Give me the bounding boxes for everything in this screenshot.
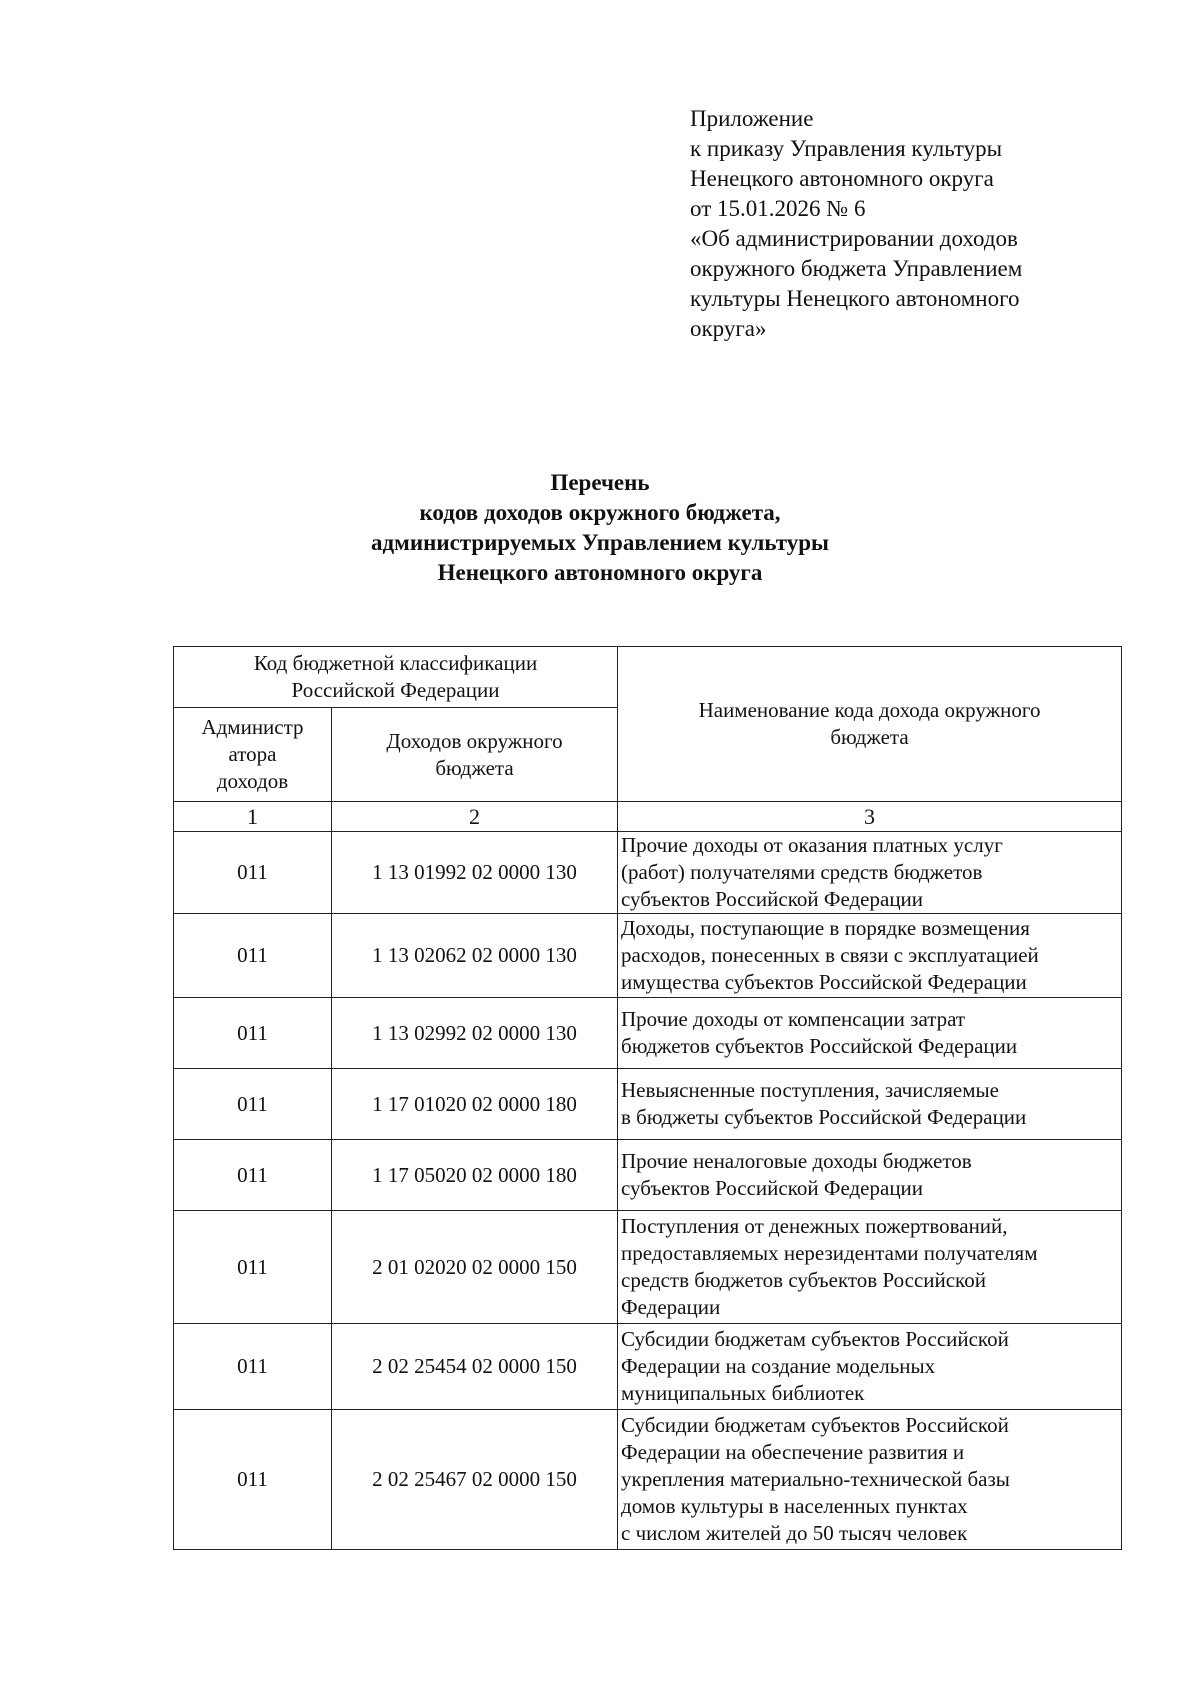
income-code: 1 13 02062 02 0000 130 bbox=[332, 914, 618, 998]
income-name-line: субъектов Российской Федерации bbox=[621, 887, 924, 911]
header-text: бюджета bbox=[830, 725, 909, 749]
column-number: 2 bbox=[332, 802, 618, 832]
table-body bbox=[174, 832, 1122, 1550]
administrator-code: 011 bbox=[174, 1324, 332, 1410]
income-code: 1 13 01992 02 0000 130 bbox=[332, 832, 618, 914]
income-name-line: предоставляемых нерезидентами получателям bbox=[621, 1241, 1038, 1265]
income-name-line: Федерации на обеспечение развития и bbox=[621, 1440, 965, 1464]
appendix-line: окружного бюджета Управлением bbox=[690, 256, 1023, 281]
appendix-line: от 15.01.2026 № 6 bbox=[690, 196, 866, 221]
administrator-code: 011 bbox=[174, 1410, 332, 1550]
income-name-line: средств бюджетов субъектов Российской bbox=[621, 1268, 986, 1292]
income-name-line: Субсидии бюджетам субъектов Российской bbox=[621, 1413, 1009, 1437]
income-name-line: Поступления от денежных пожертвований, bbox=[621, 1214, 1008, 1238]
income-name bbox=[618, 1410, 1122, 1550]
income-name-line: с числом жителей до 50 тысяч человек bbox=[621, 1521, 968, 1545]
appendix-line: культуры Ненецкого автономного bbox=[690, 286, 1020, 311]
income-name bbox=[618, 914, 1122, 998]
income-name bbox=[618, 1069, 1122, 1140]
budget-income-header bbox=[332, 708, 618, 802]
income-name bbox=[618, 1211, 1122, 1324]
title-line: Перечень bbox=[550, 470, 650, 495]
income-name-line: Прочие доходы от оказания платных услуг bbox=[621, 833, 1003, 857]
administrator-code: 011 bbox=[174, 1069, 332, 1140]
administrator-header bbox=[174, 708, 332, 802]
income-name-line: (работ) получателями средств бюджетов bbox=[621, 860, 983, 884]
table-row bbox=[174, 914, 1122, 998]
table-row bbox=[174, 1410, 1122, 1550]
header-text: бюджета bbox=[435, 755, 514, 780]
income-name-line: имущества субъектов Российской Федерации bbox=[621, 970, 1027, 994]
income-name-line: Невыясненные поступления, зачисляемые bbox=[621, 1078, 999, 1102]
income-name bbox=[618, 832, 1122, 914]
table-row bbox=[174, 1140, 1122, 1211]
income-name-line: бюджетов субъектов Российской Федерации bbox=[621, 1034, 1018, 1058]
income-code: 1 17 05020 02 0000 180 bbox=[332, 1140, 618, 1211]
document-title bbox=[300, 468, 900, 588]
column-number: 1 bbox=[174, 802, 332, 832]
table-row bbox=[174, 832, 1122, 914]
budget-classification-header bbox=[174, 647, 618, 708]
income-name-line: Доходы, поступающие в порядке возмещения bbox=[621, 916, 1030, 940]
appendix-line: «Об администрировании доходов bbox=[690, 226, 1018, 251]
income-name bbox=[618, 998, 1122, 1069]
table-row bbox=[174, 1069, 1122, 1140]
income-name-line: укрепления материально-технической базы bbox=[621, 1467, 1010, 1491]
income-name bbox=[618, 1324, 1122, 1410]
income-code: 2 02 25454 02 0000 150 bbox=[332, 1324, 618, 1410]
income-name-line: Федерации bbox=[621, 1295, 721, 1319]
appendix-line: Ненецкого автономного округа bbox=[690, 166, 994, 191]
income-code: 1 17 01020 02 0000 180 bbox=[332, 1069, 618, 1140]
administrator-code: 011 bbox=[174, 998, 332, 1069]
administrator-code: 011 bbox=[174, 1211, 332, 1324]
table-row bbox=[174, 1211, 1122, 1324]
income-name-line: Федерации на создание модельных bbox=[621, 1354, 936, 1378]
administrator-code: 011 bbox=[174, 832, 332, 914]
title-line: кодов доходов окружного бюджета, bbox=[419, 500, 781, 525]
header-text: атора bbox=[228, 742, 277, 766]
table-row bbox=[174, 998, 1122, 1069]
header-text: Доходов окружного bbox=[386, 728, 563, 753]
income-name-line: Субсидии бюджетам субъектов Российской bbox=[621, 1327, 1009, 1351]
appendix-block bbox=[690, 104, 1160, 344]
income-name-line: Прочие неналоговые доходы бюджетов bbox=[621, 1149, 972, 1173]
header-text: Код бюджетной классификации bbox=[253, 651, 538, 675]
column-number-row bbox=[174, 802, 1122, 832]
income-name-line: субъектов Российской Федерации bbox=[621, 1176, 924, 1200]
administrator-code: 011 bbox=[174, 914, 332, 998]
income-name-line: муниципальных библиотек bbox=[621, 1381, 865, 1405]
title-line: администрируемых Управлением культуры bbox=[371, 530, 829, 555]
header-text: Российской Федерации bbox=[291, 678, 500, 702]
income-name bbox=[618, 1140, 1122, 1211]
table-row bbox=[174, 1324, 1122, 1410]
header-text: доходов bbox=[216, 769, 289, 793]
income-name-line: расходов, понесенных в связи с эксплуатацией bbox=[621, 943, 1039, 967]
income-codes-table bbox=[173, 646, 1122, 1550]
income-name-header bbox=[618, 647, 1122, 802]
income-name-line: в бюджеты субъектов Российской Федерации bbox=[621, 1105, 1027, 1129]
appendix-line: Приложение bbox=[690, 106, 814, 131]
table-header-row bbox=[174, 647, 1122, 708]
appendix-line: к приказу Управления культуры bbox=[690, 136, 1003, 161]
income-code: 2 01 02020 02 0000 150 bbox=[332, 1211, 618, 1324]
income-name-line: Прочие доходы от компенсации затрат bbox=[621, 1007, 966, 1031]
administrator-code: 011 bbox=[174, 1140, 332, 1211]
column-number: 3 bbox=[618, 802, 1122, 832]
appendix-line: округа» bbox=[690, 316, 767, 341]
income-code: 2 02 25467 02 0000 150 bbox=[332, 1410, 618, 1550]
income-code: 1 13 02992 02 0000 130 bbox=[332, 998, 618, 1069]
title-line: Ненецкого автономного округа bbox=[437, 560, 763, 585]
header-text: Наименование кода дохода окружного bbox=[698, 698, 1041, 722]
header-text: Администр bbox=[201, 715, 304, 739]
income-name-line: домов культуры в населенных пунктах bbox=[621, 1494, 968, 1518]
